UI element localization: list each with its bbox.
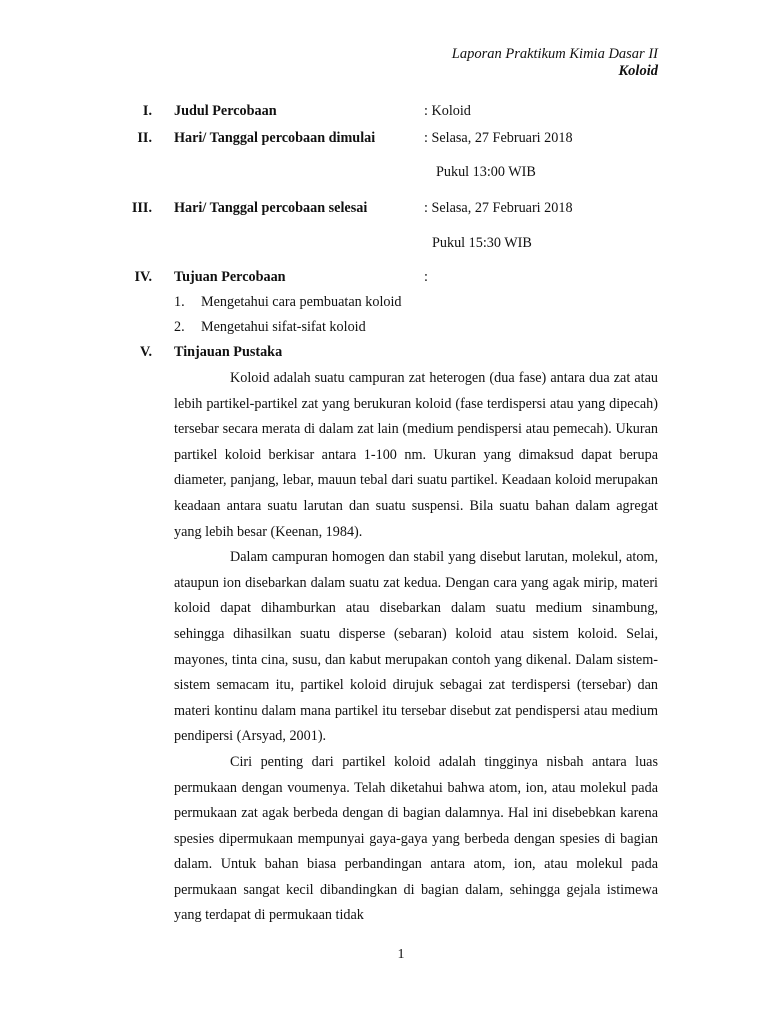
- section-number: II.: [137, 130, 152, 146]
- section-time: Pukul 13:00 WIB: [436, 164, 536, 180]
- literature-review-body: [174, 366, 658, 929]
- objective-number: 2.: [174, 319, 185, 335]
- section-value: : Koloid: [424, 103, 471, 119]
- section-value: : Selasa, 27 Februari 2018: [424, 200, 573, 216]
- page-number: 1: [397, 947, 405, 962]
- paragraph: Koloid adalah suatu campuran zat heterogen (dua fase) antara dua zat atau lebih partikel-partikel zat yang berukuran koloid (fase terdispersi atau yang dipecah) tersebar secara merata di dalam zat lain (medium pendispersi atau pemecah). Ukuran partikel koloid berkisar antara 1-100 nm. Ukuran yang dimaksud dapat berupa diameter, panjang, lebar, mauun tebal dari suatu partikel. Keadaan koloid merupakan keadaan antara suatu larutan dan suatu suspensi. Bila suatu bahan dalam agregat yang lebih besar (Keenan, 1984).: [174, 370, 658, 540]
- section-label: Judul Percobaan: [174, 103, 277, 119]
- objective-number: 1.: [174, 294, 185, 310]
- section-number: IV.: [134, 269, 152, 285]
- section-time: Pukul 15:30 WIB: [432, 235, 532, 251]
- objective-text: Mengetahui sifat-sifat koloid: [201, 319, 366, 335]
- running-header-subtitle: Koloid: [618, 63, 658, 79]
- section-label: Hari/ Tanggal percobaan dimulai: [174, 130, 376, 146]
- paragraph: Ciri penting dari partikel koloid adalah tingginya nisbah antara luas permukaan dengan voumenya. Telah diketahui bahwa atom, ion, atau molekul pada permukaan zat agak berbeda dengan di bagian dalamnya. Hal ini disebebkan karena spesies dipermukaan mempunyai gaya-gaya yang berbeda dengan spesies di bagian dalam. Untuk bahan biasa perbandingan antara atom, ion, atau molekul pada permukaan sangat kecil dibandingkan di bagian dalam, sehingga gejala istimewa yang terdapat di permukaan tidak: [174, 753, 658, 924]
- section-value: : Selasa, 27 Februari 2018: [424, 130, 573, 146]
- section-number: I.: [142, 103, 152, 119]
- section-label: Tujuan Percobaan: [174, 269, 286, 285]
- running-header-title: Laporan Praktikum Kimia Dasar II: [451, 46, 658, 62]
- section-label: Tinjauan Pustaka: [174, 344, 283, 360]
- section-number: III.: [131, 200, 152, 216]
- section-value: :: [424, 269, 428, 285]
- objective-text: Mengetahui cara pembuatan koloid: [201, 294, 402, 310]
- section-number: V.: [140, 344, 152, 360]
- paragraph: Dalam campuran homogen dan stabil yang disebut larutan, molekul, atom, ataupun ion disebarkan dalam suatu zat kedua. Dengan cara yang agak mirip, materi koloid dapat dihamburkan atau disebarkan dalam suatu medium sinambung, sehingga dihasilkan suatu disperse (sebaran) koloid atau sistem koloid. Selai, mayones, tinta cina, susu, dan kabut merupakan contoh yang dikenal. Dalam sistem-sistem semacam itu, partikel koloid dirujuk sebagai zat terdispersi (tersebar) dan materi kontinu dalam mana partikel itu tersebar disebut zat pendispersi atau medium pendipersi (Arsyad, 2001).: [174, 549, 658, 745]
- section-label: Hari/ Tanggal percobaan selesai: [174, 200, 368, 216]
